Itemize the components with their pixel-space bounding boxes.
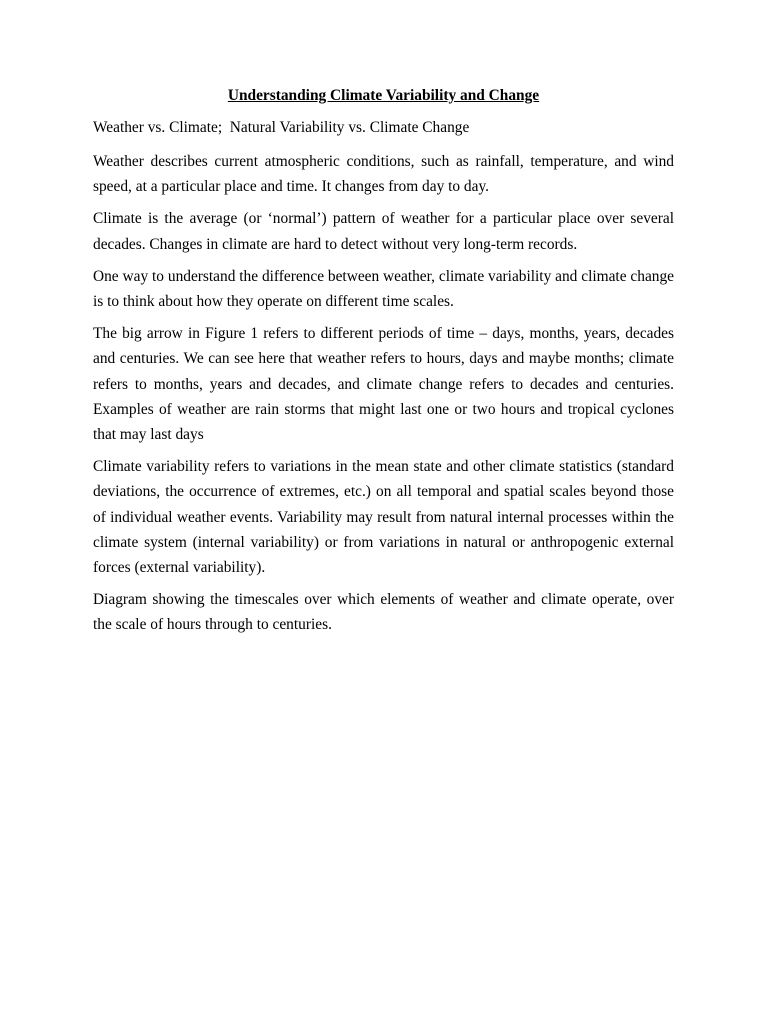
paragraph-figure-arrow: The big arrow in Figure 1 refers to different periods of time – days, months, years, decades and centuries. We can see here that weather refers to hours, days and maybe months; climate refers to months, years and decades, and climate change refers to decades and centuries. Examples of weather are rain storms that might last one or two hours and tropical cyclones that may last days [93, 325, 674, 444]
paragraph-diagram-caption: Diagram showing the timescales over which elements of weather and climate operate, over the scale of hours through to centuries. [93, 591, 674, 634]
paragraph-climate-variability: Climate variability refers to variations in the mean state and other climate statistics (standard deviations, the occurrence of extremes, etc.) on all temporal and spatial scales beyond those of individual weather events. Variability may result from natural internal processes within the climate system (internal variability) or from variations in natural or anthropogenic external forces (external variability). [93, 458, 674, 577]
document-subheading: Weather vs. Climate; Natural Variability vs. Climate Change [93, 119, 470, 136]
paragraph-weather-definition: Weather describes current atmospheric conditions, such as rainfall, temperature, and wind speed, at a particular place and time. It changes from day to day. [93, 153, 674, 196]
document-title: Understanding Climate Variability and Change [227, 87, 540, 104]
paragraph-climate-definition: Climate is the average (or ‘normal’) pattern of weather for a particular place over several decades. Changes in climate are hard to detect without very long-term records. [93, 210, 674, 253]
paragraph-time-scales: One way to understand the difference between weather, climate variability and climate change is to think about how they operate on different time scales. [93, 267, 674, 311]
